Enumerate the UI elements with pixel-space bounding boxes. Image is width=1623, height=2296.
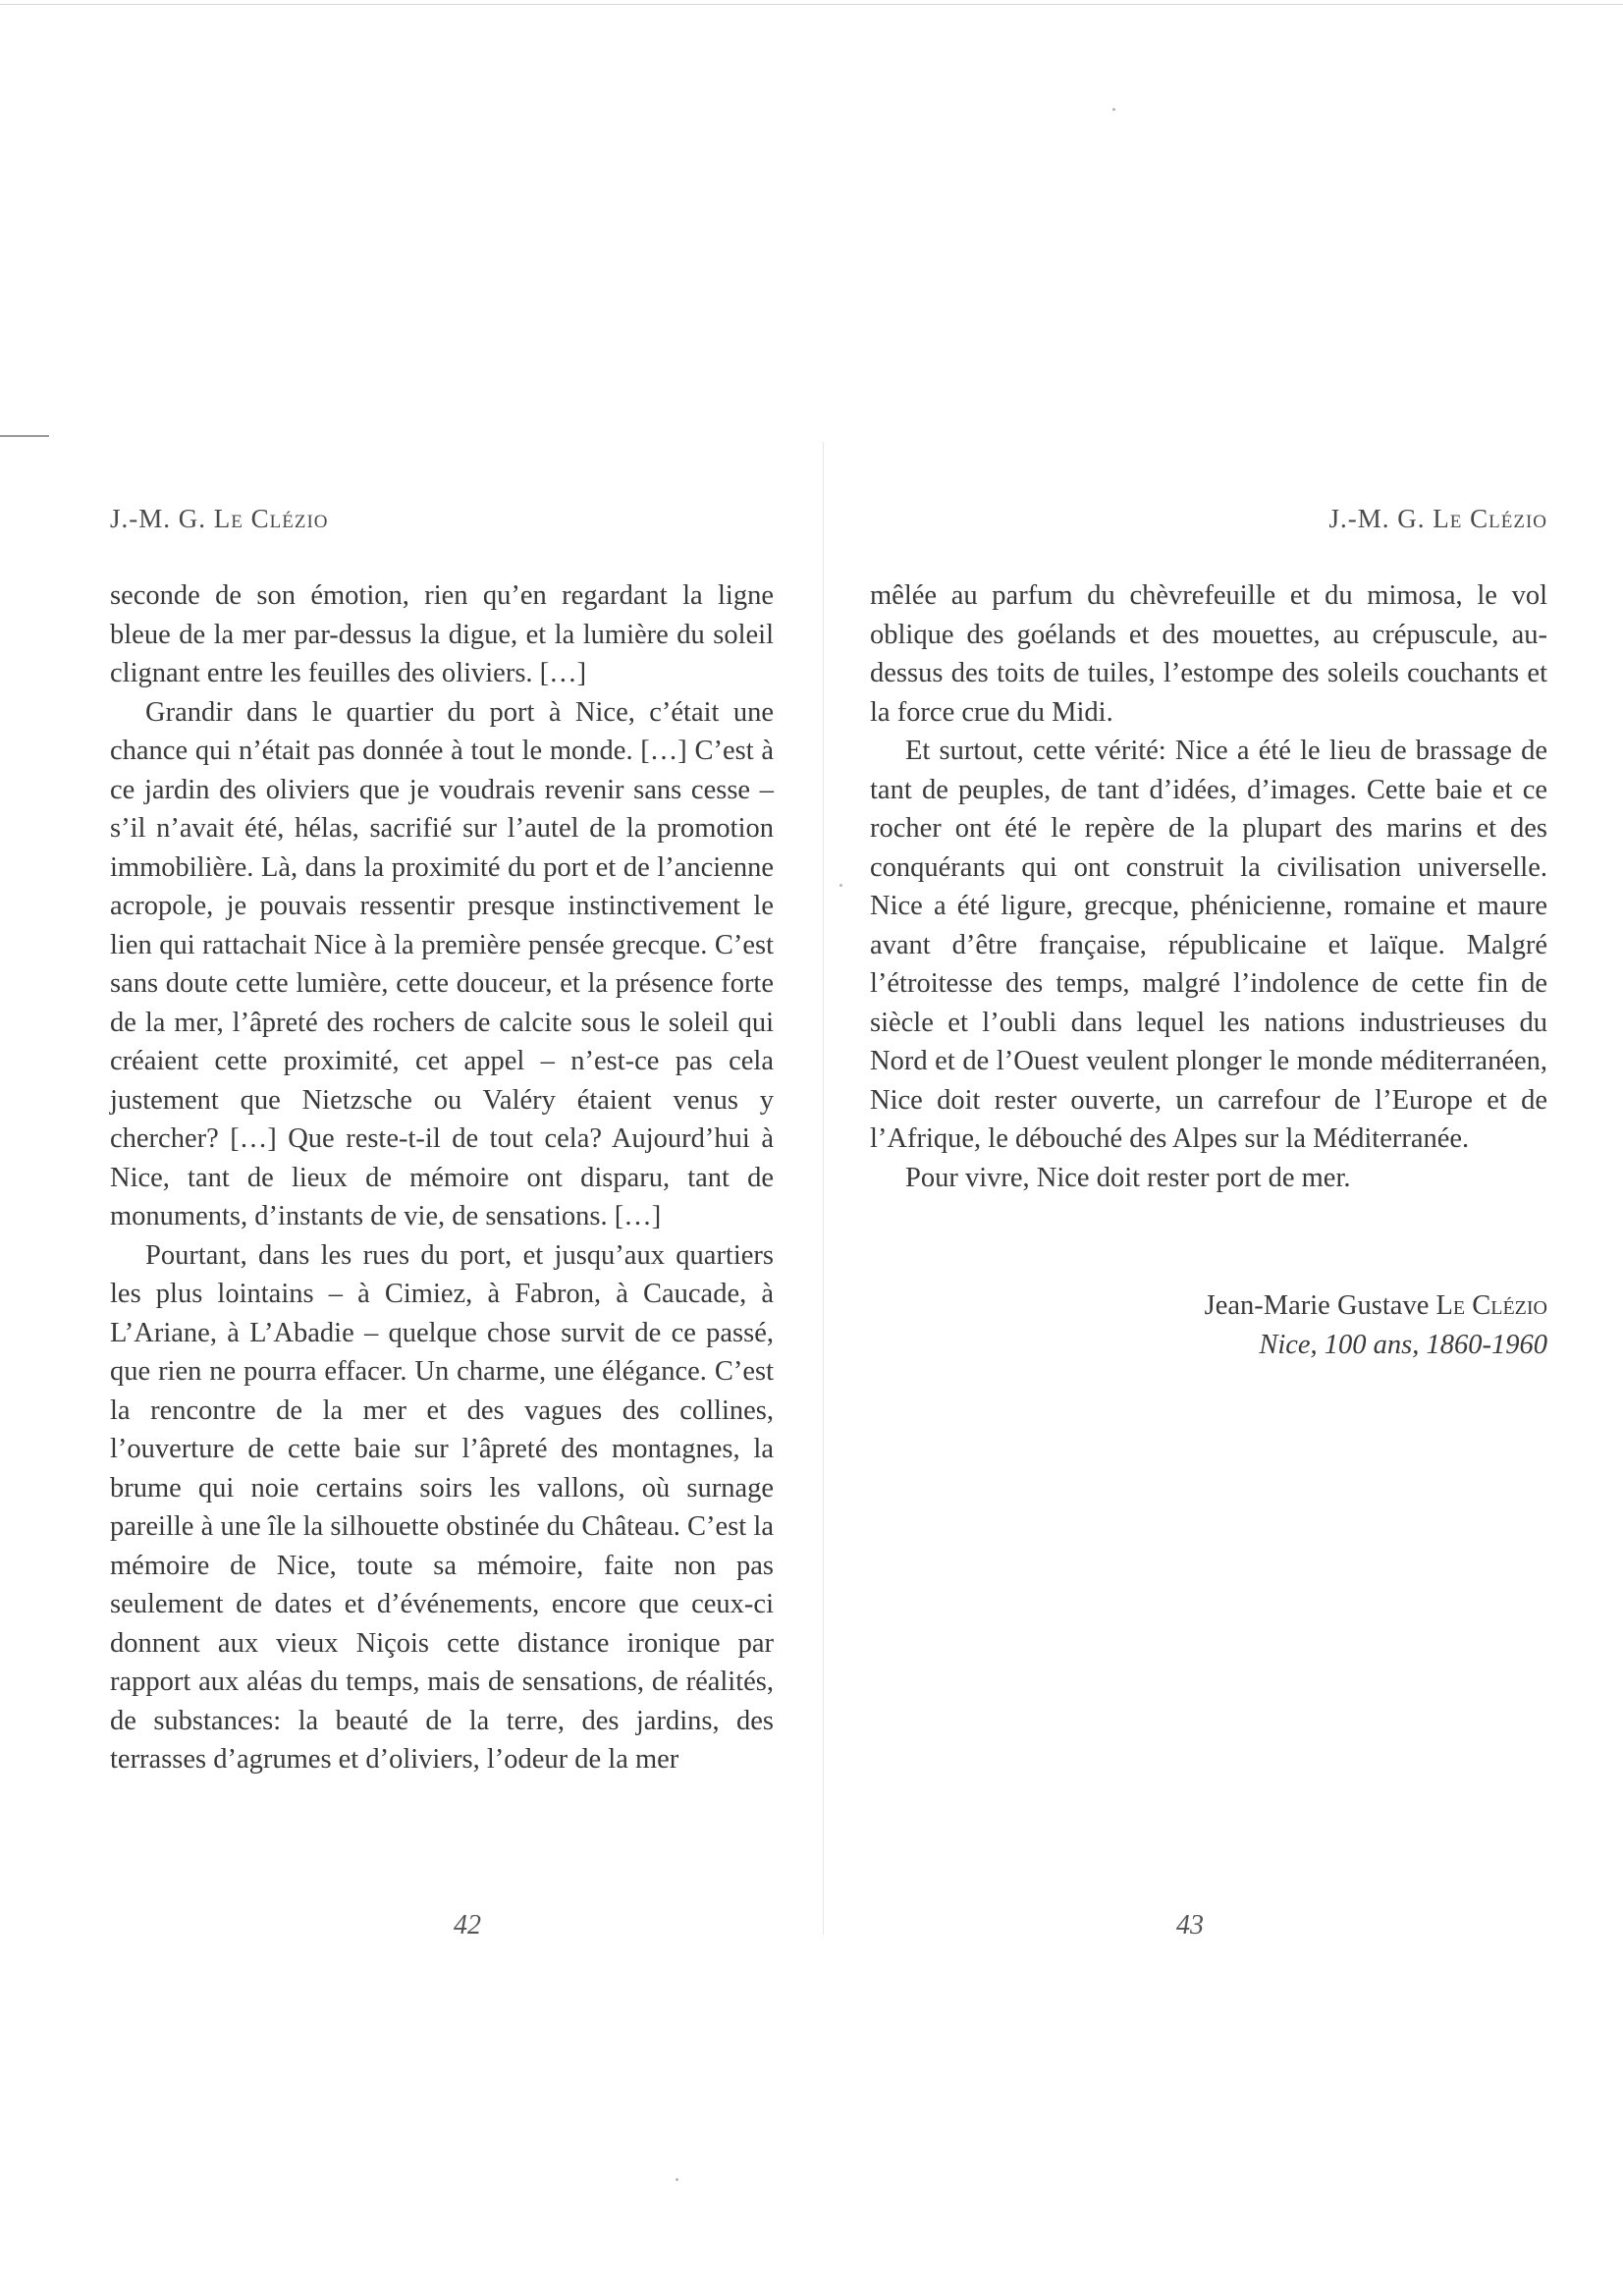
book-gutter (823, 442, 824, 1935)
signature (1205, 1286, 1547, 1365)
signature-given-names: Jean-Marie Gustave (1204, 1290, 1436, 1321)
paragraph: Grandir dans le quartier du port à Nice, c’était une chance qui n’était pas donnée à tout le monde. […] C’est à ce jardin des oliviers que je voudrais revenir sans cesse – s’il n’avait été, hélas, sacrifié sur l’autel de la promotion immobilière. Là, dans la proximité du port et de l’ancienne acropole, je pouvais ressentir presque instinctivement le lien qui rattachait Nice à la première pensée grecque. C’est sans doute cette lumière, cette douceur, et la présence forte de la mer, l’âpreté des rochers de calcite sous le soleil qui créaient cette proximité, cet appel – n’est-ce pas cela justement que Nietzsche ou Valéry étaient venus y chercher? […] Que reste-t-il de tout cela? Aujourd’hui à Nice, tant de lieux de mémoire ont disparu, tant de monuments, d’instants de vie, de sensations. […] (110, 696, 774, 1231)
paragraph: mêlée au parfum du chèvrefeuille et du mimosa, le vol oblique des goélands et des mouettes, au crépuscule, au-dessus des toits de tuiles, l’estompe des soleils couchants et la force crue du Midi. (870, 580, 1547, 728)
scan-speck (839, 884, 842, 887)
running-head (1329, 504, 1548, 534)
signature-author (1205, 1286, 1547, 1326)
signature-source: Nice, 100 ans, 1860-1960 (1259, 1330, 1547, 1360)
author-initials: J.-M. G. (1328, 504, 1434, 533)
body-text (110, 576, 774, 1779)
scan-margin-mark (0, 435, 49, 437)
author-surname: Le Clézio (213, 504, 329, 533)
author-initials: J.-M. G. (110, 504, 214, 533)
page-number: 42 (454, 1910, 481, 1941)
page-number: 43 (1176, 1910, 1204, 1941)
paragraph: Pour vivre, Nice doit rester port de mer. (905, 1162, 1351, 1193)
paragraph: Et surtout, cette vérité: Nice a été le lieu de brassage de tant de peuples, de tant d’idées, d’images. Cette baie et ce rocher ont été le repère de la plupart des marins et des conquérants qui ont construit la civilisation universelle. Nice a été ligure, grecque, phénicienne, romaine et maure avant d’être française, républicaine et laïque. Malgré l’étroitesse des temps, malgré l’indolence de cette fin de siècle et l’oubli dans lequel les nations industrieuses du Nord et de l’Ouest veulent plonger le monde méditerranéen, Nice doit rester ouverte, un carrefour de l’Europe et de l’Afrique, le débouché des Alpes sur la Méditerranée. (870, 736, 1547, 1154)
paragraph: Pourtant, dans les rues du port, et jusqu’aux quartiers les plus lointains – à Cimiez, à Fabron, à Caucade, à L’Ariane, à L’Abadie – quelque chose survit de ce passé, que rien ne pourra effacer. Un charme, une élégance. C’est la rencontre de la mer et des vagues des collines, l’ouverture de cette baie sur l’âpreté des montagnes, la brume qui noie certains soirs les vallons, où surnage pareille à une île la silhouette obstinée du Château. C’est la mémoire de Nice, toute sa mémoire, faite non pas seulement de dates et d’événements, encore que ceux-ci donnent aux vieux Niçois cette distance ironique par rapport aux aléas du temps, mais de sensations, de réalités, de substances: la beauté de la terre, des jardins, des terrasses d’agrumes et d’oliviers, l’odeur de la mer (110, 1239, 774, 1775)
author-surname: Le Clézio (1433, 504, 1547, 533)
right-page (870, 0, 1547, 2296)
paragraph: seconde de son émotion, rien qu’en regardant la ligne bleue de la mer par-dessus la digue, et la lumière du soleil clignant entre les feuilles des oliviers. […] (110, 580, 774, 688)
running-head (110, 504, 329, 534)
body-text (870, 576, 1547, 1197)
signature-surname: Le Clézio (1435, 1290, 1547, 1321)
left-page (110, 0, 774, 2296)
